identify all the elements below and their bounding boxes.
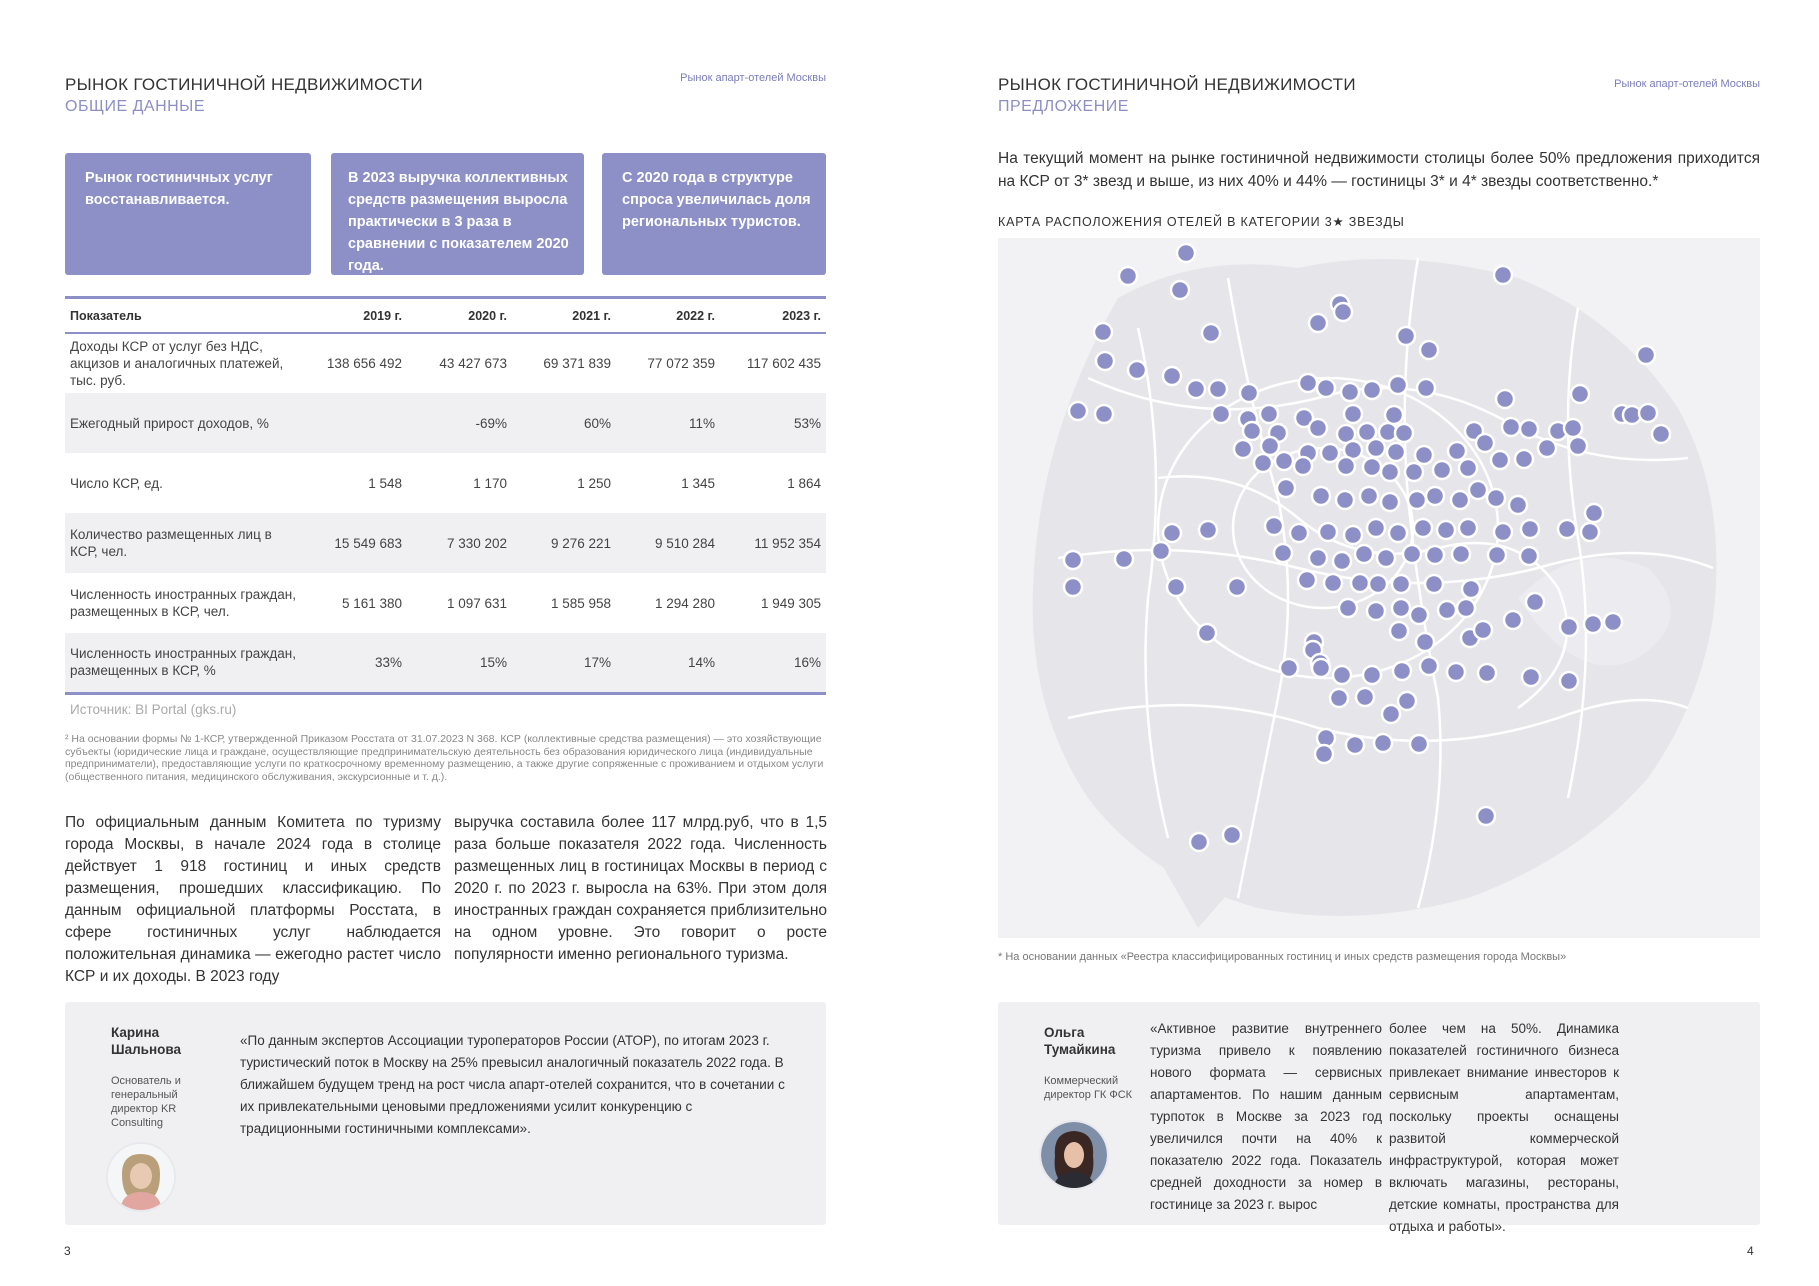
hotel-marker bbox=[1367, 602, 1385, 620]
moscow-map bbox=[998, 238, 1760, 938]
hotel-marker bbox=[1355, 545, 1373, 563]
hotel-marker bbox=[1315, 745, 1333, 763]
hotel-marker bbox=[1299, 374, 1317, 392]
hotel-marker bbox=[1240, 384, 1258, 402]
hotel-marker bbox=[1520, 547, 1538, 565]
hotel-marker bbox=[1410, 606, 1428, 624]
hotel-marker bbox=[1488, 546, 1506, 564]
hotel-marker bbox=[1504, 611, 1522, 629]
hotel-marker bbox=[1487, 489, 1505, 507]
table-cell: 1 250 bbox=[577, 475, 611, 491]
hotel-marker bbox=[1521, 520, 1539, 538]
hotel-marker bbox=[1095, 405, 1113, 423]
hotel-marker bbox=[1522, 668, 1540, 686]
quote-author-role: Основатель и генеральный директор KR Consulting bbox=[111, 1075, 181, 1129]
table-cell: 33% bbox=[374, 654, 402, 670]
hotel-marker bbox=[1398, 692, 1416, 710]
highlight-card: В 2023 выручка коллективных средств размещения выросла практически в 3 раза в сравнении с показателем 2020 года. bbox=[331, 153, 584, 275]
row-label: Доходы КСР от услуг без НДС, акцизов и аналогичных платежей, тыс. руб. bbox=[70, 339, 284, 388]
hotel-marker bbox=[1274, 544, 1292, 562]
table-cell: 1 097 631 bbox=[446, 595, 507, 611]
table-cell: 69 371 839 bbox=[543, 356, 611, 371]
table-row bbox=[65, 453, 826, 513]
hotel-marker bbox=[1064, 578, 1082, 596]
hotel-marker bbox=[1171, 281, 1189, 299]
table-cell: 43 427 673 bbox=[439, 356, 507, 371]
hotel-marker bbox=[1319, 523, 1337, 541]
table-cell: 60% bbox=[583, 415, 611, 431]
hotel-marker bbox=[1526, 593, 1544, 611]
hotel-marker bbox=[1415, 446, 1433, 464]
hotel-marker bbox=[1198, 624, 1216, 642]
hotel-marker bbox=[1390, 622, 1408, 640]
hotel-marker bbox=[1367, 439, 1385, 457]
body-text-column: выручка составила более 117 млрд.руб, что в 1,5 раза больше показателя 2022 года. Численность размещенных лиц в гостиницах Москвы в период с 2020 г. по 2023 г. выросла на 63%. При этом доля иностранных граждан сохраняется приблизительно на одном уровне. Это говорит о росте популярности именно регионального туризма. bbox=[454, 814, 827, 963]
table-cell: 1 170 bbox=[473, 475, 507, 491]
hotel-marker bbox=[1408, 491, 1426, 509]
hotel-marker bbox=[1451, 491, 1469, 509]
quote-author-role: Коммерческий директор ГК ФСК bbox=[1044, 1075, 1133, 1101]
hotel-marker bbox=[1405, 463, 1423, 481]
hotel-marker bbox=[1438, 601, 1456, 619]
hotel-marker bbox=[1437, 521, 1455, 539]
map-footnote: * На основании данных «Реестра классифицированных гостиниц и иных средств размещения города Москвы» bbox=[998, 951, 1567, 963]
hotel-marker bbox=[1377, 549, 1395, 567]
table-cell: -69% bbox=[475, 415, 507, 431]
hotel-marker bbox=[1426, 546, 1444, 564]
column-header: Показатель bbox=[70, 308, 142, 323]
table-cell: 1 585 958 bbox=[550, 595, 611, 611]
hotel-marker bbox=[1387, 443, 1405, 461]
hotel-marker bbox=[1212, 405, 1230, 423]
hotel-marker bbox=[1330, 689, 1348, 707]
hotel-marker bbox=[1309, 419, 1327, 437]
hotel-marker bbox=[1254, 454, 1272, 472]
hotel-marker bbox=[1520, 420, 1538, 438]
table-cell: 1 548 bbox=[368, 475, 402, 491]
table-header-row bbox=[65, 298, 826, 334]
hotel-marker bbox=[1457, 599, 1475, 617]
hotel-marker bbox=[1447, 663, 1465, 681]
quote-author-name: Ольга Тумайкина bbox=[1044, 1025, 1116, 1057]
table-cell: 17% bbox=[583, 654, 611, 670]
hotel-marker bbox=[1459, 519, 1477, 537]
table-cell: 117 602 435 bbox=[746, 356, 821, 371]
hotel-marker bbox=[1569, 437, 1587, 455]
page-title: РЫНОК ГОСТИНИЧНОЙ НЕДВИЖИМОСТИ bbox=[65, 75, 423, 94]
hotel-marker bbox=[1167, 578, 1185, 596]
table-cell: 5 161 380 bbox=[341, 595, 402, 611]
avatar bbox=[108, 1144, 174, 1210]
hotel-marker bbox=[1433, 461, 1451, 479]
table-cell: 7 330 202 bbox=[446, 535, 507, 551]
table-cell: 1 294 280 bbox=[654, 595, 715, 611]
hotel-marker bbox=[1363, 666, 1381, 684]
table-cell: 14% bbox=[687, 654, 715, 670]
hotel-marker bbox=[1260, 405, 1278, 423]
hotel-marker bbox=[1294, 457, 1312, 475]
table-cell: 138 656 492 bbox=[326, 356, 402, 371]
table-cell: 15% bbox=[479, 654, 507, 670]
hotel-marker bbox=[1336, 491, 1354, 509]
hotel-marker bbox=[1389, 524, 1407, 542]
hotel-marker bbox=[1564, 419, 1582, 437]
hotel-marker bbox=[1324, 574, 1342, 592]
hotel-marker bbox=[1096, 352, 1114, 370]
hotel-marker bbox=[1344, 526, 1362, 544]
row-label: Количество размещенных лиц в КСР, чел. bbox=[70, 527, 272, 559]
person-photo-icon bbox=[108, 1144, 174, 1210]
column-header: 2022 г. bbox=[676, 308, 715, 323]
hotel-marker bbox=[1538, 439, 1556, 457]
hotel-marker bbox=[1363, 458, 1381, 476]
hotel-marker bbox=[1604, 613, 1622, 631]
hotel-marker bbox=[1584, 615, 1602, 633]
highlight-card: Рынок гостиничных услуг восстанавливается. bbox=[65, 153, 311, 275]
hotel-marker bbox=[1502, 418, 1520, 436]
hotel-marker bbox=[1381, 493, 1399, 511]
hotel-marker bbox=[1275, 452, 1293, 470]
hotel-marker bbox=[1416, 633, 1434, 651]
hotel-marker bbox=[1187, 380, 1205, 398]
hotel-marker bbox=[1261, 437, 1279, 455]
quote-box bbox=[65, 1002, 826, 1225]
row-label: Численность иностранных граждан, размещенных в КСР, чел. bbox=[70, 587, 296, 619]
page-number: 4 bbox=[1747, 1244, 1754, 1258]
table-cell: 1 864 bbox=[787, 475, 821, 491]
avatar bbox=[1041, 1122, 1107, 1188]
hotel-marker bbox=[1321, 444, 1339, 462]
section-tag: Рынок апарт-отелей Москвы bbox=[1614, 78, 1760, 90]
table-cell: 1 949 305 bbox=[760, 595, 821, 611]
hotel-marker bbox=[1392, 599, 1410, 617]
hotel-marker bbox=[1452, 545, 1470, 563]
hotel-marker bbox=[1652, 425, 1670, 443]
hotel-marker bbox=[1469, 481, 1487, 499]
person-photo-icon bbox=[1041, 1122, 1107, 1188]
hotel-marker bbox=[1369, 575, 1387, 593]
hotel-marker bbox=[1199, 521, 1217, 539]
hotel-marker bbox=[1280, 659, 1298, 677]
row-label: Ежегодный прирост доходов, % bbox=[70, 415, 269, 431]
hotel-marker bbox=[1509, 496, 1527, 514]
hotel-marker bbox=[1491, 451, 1509, 469]
quote-text: «По данным экспертов Ассоциации туроператоров России (АТОР), по итогам 2023 г. туристический поток в Москву на 25% превысил аналогичный показатель 2022 года. В ближайшем будущем тренд на рост числа апарт-отелей сохранится, что в сочетании с их привлекательными ценовыми предложениями усилит конкуренцию с традиционными гостиничными комплексами». bbox=[240, 1033, 785, 1136]
hotel-marker bbox=[1277, 479, 1295, 497]
column-header: 2020 г. bbox=[468, 308, 507, 323]
table-cell: 53% bbox=[793, 415, 821, 431]
hotel-marker bbox=[1478, 664, 1496, 682]
page-subtitle: ОБЩИЕ ДАННЫЕ bbox=[65, 98, 206, 115]
hotel-marker bbox=[1558, 520, 1576, 538]
hotel-marker bbox=[1392, 575, 1410, 593]
hotel-marker bbox=[1152, 542, 1170, 560]
table-row bbox=[65, 393, 826, 453]
hotel-marker bbox=[1420, 341, 1438, 359]
hotel-marker bbox=[1346, 736, 1364, 754]
map-caption: КАРТА РАСПОЛОЖЕНИЯ ОТЕЛЕЙ В КАТЕГОРИИ 3★ ЗВЕЗДЫ bbox=[998, 215, 1405, 229]
section-tag: Рынок апарт-отелей Москвы bbox=[680, 72, 826, 84]
hotel-marker bbox=[1333, 666, 1351, 684]
hotel-marker bbox=[1426, 487, 1444, 505]
hotel-marker bbox=[1477, 807, 1495, 825]
table-cell: 9 276 221 bbox=[550, 535, 611, 551]
hotel-marker bbox=[1374, 734, 1392, 752]
hotel-marker bbox=[1585, 504, 1603, 522]
hotel-marker bbox=[1265, 517, 1283, 535]
hotel-marker bbox=[1496, 390, 1514, 408]
table-source: Источник: BI Portal (gks.ru) bbox=[70, 702, 237, 717]
hotel-marker bbox=[1410, 735, 1428, 753]
table-cell: 9 510 284 bbox=[654, 535, 715, 551]
hotel-marker bbox=[1367, 519, 1385, 537]
hotel-marker bbox=[1312, 487, 1330, 505]
hotel-marker bbox=[1414, 519, 1432, 537]
hotel-marker bbox=[1389, 376, 1407, 394]
hotel-marker bbox=[1177, 244, 1195, 262]
hotel-marker bbox=[1333, 552, 1351, 570]
hotel-marker bbox=[1476, 434, 1494, 452]
hotel-marker bbox=[1128, 361, 1146, 379]
footnote: ² На основании формы № 1-КСР, утвержденной Приказом Росстата от 31.07.2023 N 368. КСР (коллективные средства размещения) — это хозяйствующие субъекты (юридические лица и граждане, осуществляющие предпринимательскую деятельность без образования юридического лица (индивидуальные предприниматели), предоставляющие услуги по краткосрочному временному размещению, а также другие сопряженные с проживанием и отдыхом услуги (общественного питания, медицинского обслуживания, экскурсионные и т. д.). bbox=[65, 733, 824, 783]
hotel-marker bbox=[1356, 688, 1374, 706]
hotel-marker bbox=[1397, 327, 1415, 345]
table-row bbox=[65, 333, 826, 393]
hotel-marker bbox=[1298, 571, 1316, 589]
body-text-column: По официальным данным Комитета по туризму города Москвы, в начале 2024 года в столице действует 1 918 гостиниц и иных средств размещения, прошедших классификацию. По данным официальной платформы Росстата, в сфере гостиничных услуг наблюдается положительная динамика — ежегодно растет число КСР и их доходы. В 2023 году bbox=[65, 814, 441, 985]
hotel-marker bbox=[1515, 450, 1533, 468]
row-label: Число КСР, ед. bbox=[70, 475, 163, 491]
right-page bbox=[910, 0, 1819, 1286]
hotel-marker bbox=[1312, 659, 1330, 677]
hotel-marker bbox=[1417, 379, 1435, 397]
hotel-location-map bbox=[998, 238, 1760, 938]
hotel-marker bbox=[1119, 267, 1137, 285]
quote-author-name: Карина Шальнова bbox=[111, 1025, 181, 1057]
hotel-marker bbox=[1290, 524, 1308, 542]
hotel-marker bbox=[1243, 422, 1261, 440]
column-header: 2023 г. bbox=[782, 308, 821, 323]
hotel-marker bbox=[1337, 457, 1355, 475]
column-header: 2021 г. bbox=[572, 308, 611, 323]
intro-text: На текущий момент на рынке гостиничной недвижимости столицы более 50% предложения приходится на КСР от 3* звезд и выше, из них 40% и 44% — гостиницы 3* и 4* звезды соответственно.* bbox=[998, 150, 1760, 190]
hotel-marker bbox=[1163, 524, 1181, 542]
quote-text: «Активное развитие внутреннего туризма привело к появлению нового формата — сервисных апартаментов. По нашим данным турпоток в Москве за 2023 год увеличился почти на 40% к показателю 2022 года. Показатель средней доходности за номер в гостинице за 2023 г. вырос bbox=[1150, 1021, 1382, 1212]
hotel-marker bbox=[1094, 323, 1112, 341]
hotel-marker bbox=[1403, 545, 1421, 563]
table-cell: 15 549 683 bbox=[334, 535, 402, 551]
hotel-marker bbox=[1448, 442, 1466, 460]
hotel-marker bbox=[1317, 379, 1335, 397]
hotel-marker bbox=[1344, 405, 1362, 423]
hotel-marker bbox=[1571, 385, 1589, 403]
hotel-marker bbox=[1395, 424, 1413, 442]
hotel-marker bbox=[1351, 574, 1369, 592]
hotel-marker bbox=[1420, 657, 1438, 675]
hotel-marker bbox=[1339, 599, 1357, 617]
quote-box bbox=[998, 1002, 1760, 1234]
table-cell bbox=[302, 393, 407, 453]
table-cell: 11 952 354 bbox=[754, 535, 821, 551]
left-page bbox=[0, 0, 909, 1286]
table-row bbox=[65, 513, 826, 573]
hotel-marker bbox=[1560, 672, 1578, 690]
hotel-marker bbox=[1474, 621, 1492, 639]
hotel-marker bbox=[1360, 487, 1378, 505]
row-label: Численность иностранных граждан, размещенных в КСР, % bbox=[70, 646, 296, 679]
hotel-marker bbox=[1234, 440, 1252, 458]
hotel-marker bbox=[1309, 314, 1327, 332]
hotel-marker bbox=[1382, 705, 1400, 723]
hotel-marker bbox=[1385, 406, 1403, 424]
hotel-marker bbox=[1190, 833, 1208, 851]
hotel-marker bbox=[1223, 826, 1241, 844]
page-number: 3 bbox=[64, 1244, 71, 1258]
hotel-marker bbox=[1393, 662, 1411, 680]
hotel-marker bbox=[1637, 346, 1655, 364]
hotel-marker bbox=[1462, 580, 1480, 598]
hotel-marker bbox=[1228, 578, 1246, 596]
hotel-marker bbox=[1341, 383, 1359, 401]
hotel-marker bbox=[1639, 404, 1657, 422]
hotel-marker bbox=[1115, 550, 1133, 568]
table-row bbox=[65, 633, 826, 693]
table-cell: 1 345 bbox=[681, 475, 715, 491]
hotel-marker bbox=[1425, 575, 1443, 593]
hotel-marker bbox=[1494, 266, 1512, 284]
hotel-marker bbox=[1581, 523, 1599, 541]
table-row bbox=[65, 573, 826, 633]
hotel-marker bbox=[1560, 618, 1578, 636]
page-subtitle: ПРЕДЛОЖЕНИЕ bbox=[998, 98, 1129, 115]
column-header: 2019 г. bbox=[363, 308, 402, 323]
hotel-marker bbox=[1209, 380, 1227, 398]
page-title: РЫНОК ГОСТИНИЧНОЙ НЕДВИЖИМОСТИ bbox=[998, 75, 1356, 94]
table-cell: 16% bbox=[793, 654, 821, 670]
hotel-marker bbox=[1494, 523, 1512, 541]
quote-text: более чем на 50%. Динамика показателей гостиничного бизнеса привлекает внимание инвесторов к сервисным апартаментам, поскольку проекты оснащены развитой коммерческой инфраструктурой, которая может включать магазины, рестораны, детские комнаты, пространства для отдыха и работы». bbox=[1389, 1021, 1619, 1234]
table-cell: 11% bbox=[688, 415, 715, 431]
hotel-marker bbox=[1459, 459, 1477, 477]
hotel-marker bbox=[1163, 367, 1181, 385]
table-cell: 77 072 359 bbox=[647, 356, 715, 371]
hotel-marker bbox=[1069, 402, 1087, 420]
hotel-marker bbox=[1064, 551, 1082, 569]
hotel-marker bbox=[1202, 324, 1220, 342]
hotel-marker bbox=[1309, 549, 1327, 567]
hotel-marker bbox=[1363, 381, 1381, 399]
highlight-card: С 2020 года в структуре спроса увеличилась доля региональных туристов. bbox=[602, 153, 826, 275]
hotel-marker bbox=[1381, 463, 1399, 481]
hotel-marker bbox=[1334, 303, 1352, 321]
hotel-market-table bbox=[65, 296, 826, 695]
